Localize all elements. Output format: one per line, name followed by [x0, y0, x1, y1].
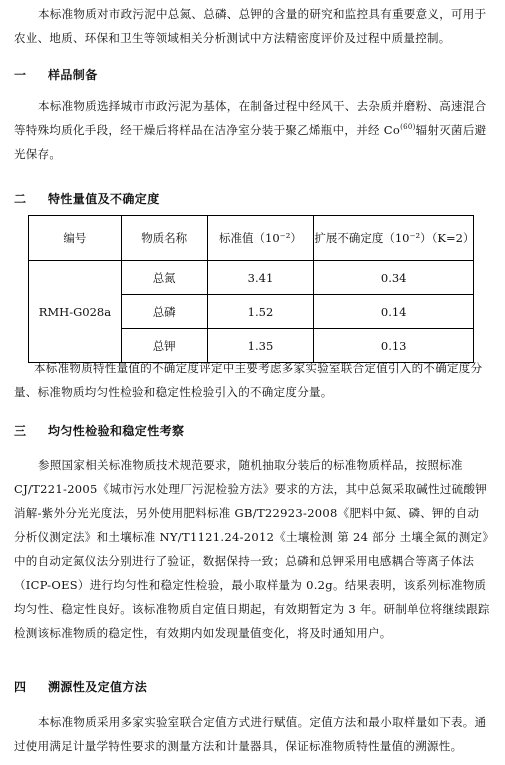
substance-name: 总磷 [121, 295, 207, 329]
section-1-heading [14, 66, 98, 83]
section-title: 溯源性及定值方法 [48, 680, 148, 694]
values-table [28, 215, 474, 363]
section-3-heading [14, 422, 184, 439]
standard-value: 1.52 [207, 295, 314, 329]
header-value: 标准值（10⁻²） [207, 216, 314, 261]
standard-value: 1.35 [207, 329, 314, 363]
substance-name: 总钾 [121, 329, 207, 363]
substance-name: 总氮 [121, 261, 207, 295]
section-number: 一 [14, 68, 27, 82]
section-number: 四 [14, 680, 27, 694]
sample-code: RMH-G028a [29, 261, 122, 363]
section-title: 特性量值及不确定度 [48, 192, 160, 206]
section-2-heading [14, 190, 160, 207]
section-3-paragraph: 参照国家相关标准物质技术规范要求，随机抽取分装后的标准物质样品，按照标准 CJ/T221-2005《城市污水处理厂污泥检验方法》要求的方法，其中总氮采取碱性过硫酸钾消解-紫外分光光度法，另外使用肥料标准 GB/T22923-2008《肥料中氮、磷、钾的自动分析仪测定法》和土壤标准 NY/T1121.24-2012《土壤检测 第 24 部分 土壤全氮的测定》中的自动定氮仪法分别进行了验证，数据保持一致；总磷和总钾采用电感耦合等离子体法（ICP-OES）进行均匀性和稳定性检验，最小取样量为 0.2g。结果表明，该系列标准物质均匀性、稳定性良好。该标准物质自定值日期起，有效期暂定为 3 年。研制单位将继续跟踪检测该标准物质的稳定性，有效期内如发现量值变化，将及时通知用户。 [14, 458, 490, 640]
uncertainty-value: 0.14 [314, 295, 474, 329]
section-1-paragraph [14, 94, 491, 166]
paragraph-text: 辐射灭菌后避光保存。 [14, 123, 487, 161]
section-2-paragraph: 本标准物质特性量值的不确定度评定中主要考虑多家实验室联合定值引入的不确定度分量、标准物质均匀性检验和稳定性检验引入的不确定度分量。 [14, 361, 483, 399]
intro-paragraph: 本标准物质对市政污泥中总氮、总磷、总钾的含量的研究和监控具有重要意义，可用于农业、地质、环保和卫生等领域相关分析测试中方法精密度评价及过程中质量控制。 [14, 7, 487, 45]
paragraph-text: 本标准物质选择城市市政污泥为基体，在制备过程中经风干、去杂质并磨粉、高速混合等特殊均质化手段，经干燥后将样品在洁净室分装于聚乙烯瓶中，并经 Co [14, 99, 487, 137]
section-number: 二 [14, 192, 27, 206]
section-title: 均匀性检验和稳定性考察 [48, 424, 185, 438]
header-uncertainty: 扩展不确定度（10⁻²）（K=2） [314, 216, 474, 261]
table-row [29, 261, 474, 295]
header-name: 物质名称 [121, 216, 207, 261]
uncertainty-value: 0.13 [314, 329, 474, 363]
section-4-paragraph: 本标准物质采用多家实验室联合定值方式进行赋值。定值方法和最小取样量如下表。通过使用满足计量学特性要求的测量方法和计量器具，保证标准物质特性量值的溯源性。 [14, 715, 487, 753]
superscript: (60) [400, 123, 416, 132]
uncertainty-value: 0.34 [314, 261, 474, 295]
section-4-heading [14, 678, 147, 695]
standard-value: 3.41 [207, 261, 314, 295]
section-title: 样品制备 [48, 68, 98, 82]
table-header-row [29, 216, 474, 261]
section-number: 三 [14, 424, 27, 438]
header-code: 编号 [29, 216, 122, 261]
